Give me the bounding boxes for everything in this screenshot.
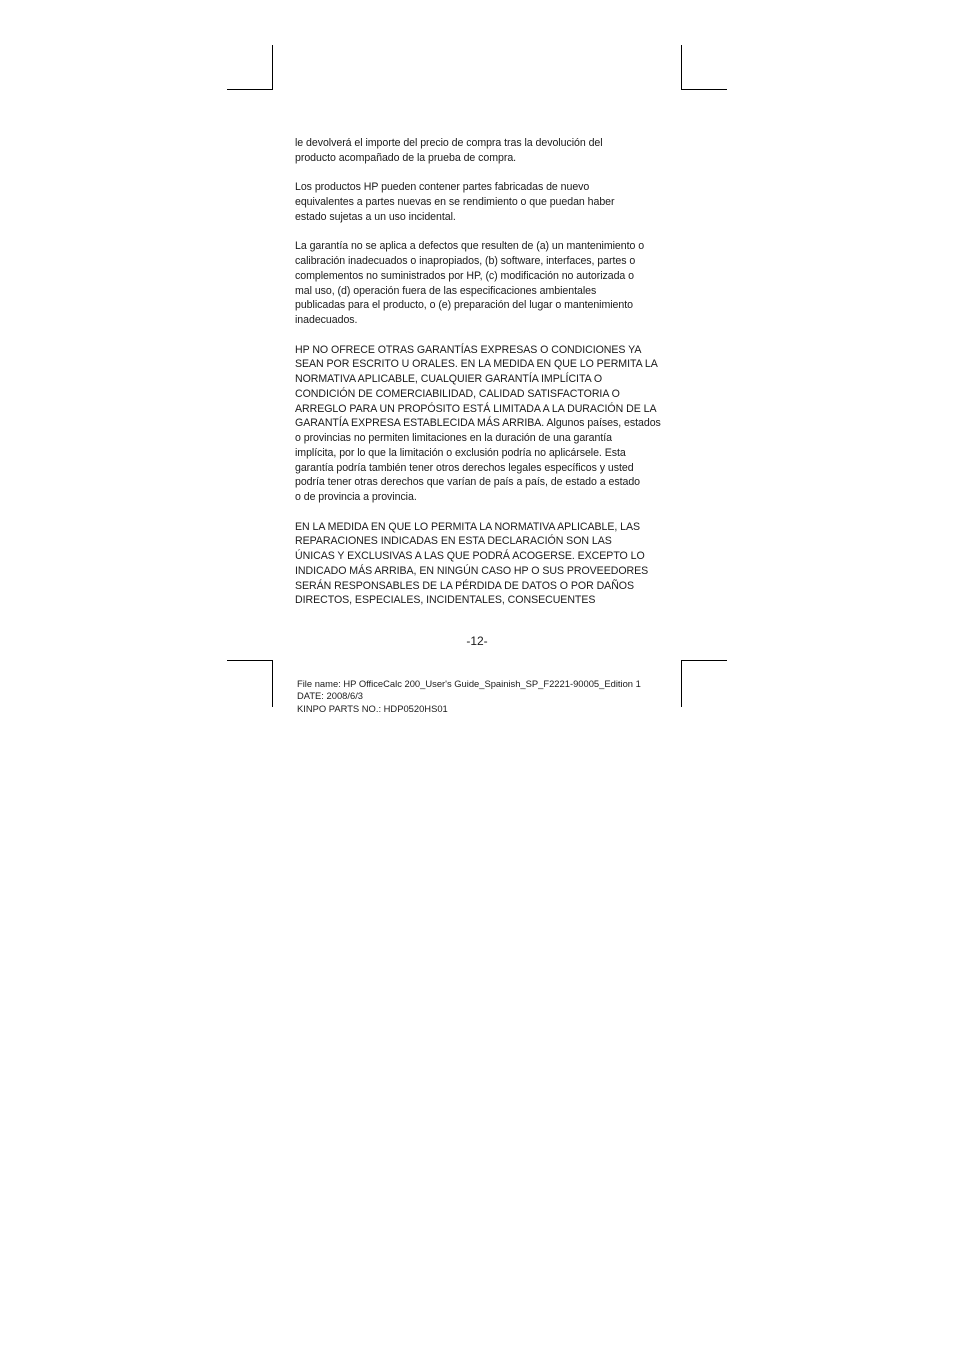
- footer-file-name: File name: HP OfficeCalc 200_User's Guide_Spainish_SP_F2221-90005_Edition 1: [297, 678, 641, 689]
- paragraph-exclusive-remedies: EN LA MEDIDA EN QUE LO PERMITA LA NORMATIVA APLICABLE, LAS REPARACIONES INDICADAS EN ESTA DECLARACIÓN SON LAS ÚNICAS Y EXCLUSIVAS A LAS QUE PODRÁ ACOGERSE. EXCEPTO LO INDICADO MÁS ARRIBA, EN NINGÚN CASO HP O SUS PROVEEDORES SERÁN RESPONSABLES DE LA PÉRDIDA DE DATOS O POR DAÑOS DIRECTOS, ESPECIALES, INCIDENTALES, CONSECUENTES: [295, 520, 649, 607]
- footer-parts-no: KINPO PARTS NO.: HDP0520HS01: [297, 702, 448, 714]
- crop-mark-top-right-vertical: [681, 45, 682, 90]
- crop-mark-bottom-left-vertical: [272, 660, 273, 707]
- crop-mark-top-left-horizontal: [227, 89, 273, 90]
- paragraph-no-other-warranties: HP NO OFRECE OTRAS GARANTÍAS EXPRESAS O CONDICIONES YA SEAN POR ESCRITO U ORALES. EN LA MEDIDA EN QUE LO PERMITA LA NORMATIVA APLICABLE, CUALQUIER GARANTÍA IMPLÍCITA O CONDICIÓN DE COMERCIABILIDAD, CALIDAD SATISFACTORIA O ARREGLO PARA UN PROPÓSITO ESTÁ LIMITADA A LA DURACIÓN DE LA GARANTÍA EXPRESA ESTABLECIDA MÁS ARRIBA. Algunos países, estados o provincias no permiten limitaciones en la duración de una garantía implícita, por lo que la limitación o exclusión podría no aplicársele. Esta garantía podría también tener otros derechos legales específicos y usted podría tener otras derechos que varían de país a país, de estado a estado o de provincia a provincia.: [295, 343, 661, 503]
- paragraph-refund: le devolverá el importe del precio de compra tras la devolución del producto acompañado de la prueba de compra.: [295, 137, 603, 164]
- footer-date: DATE: 2008/6/3: [297, 690, 364, 702]
- paragraph-refurbished-parts: Los productos HP pueden contener partes fabricadas de nuevo equivalentes a partes nuevas en se rendimiento o que puedan haber estado sujetas a un uso incidental.: [295, 181, 615, 223]
- crop-mark-bottom-left-horizontal: [227, 660, 273, 661]
- warranty-text: [295, 136, 663, 623]
- file-info-footer: [297, 678, 717, 715]
- page-number: -12-: [466, 634, 488, 648]
- crop-mark-top-left-vertical: [272, 45, 273, 90]
- crop-mark-bottom-right-horizontal: [681, 660, 727, 661]
- crop-mark-top-right-horizontal: [681, 89, 727, 90]
- paragraph-exclusions: La garantía no se aplica a defectos que resulten de (a) un mantenimiento o calibración inadecuados o inapropiados, (b) software, interfaces, partes o complementos no suministrados por HP, (c) modificación no autorizada o mal uso, (d) operación fuera de las especificaciones ambientales publicadas para el producto, o (e) preparación del lugar o mantenimiento inadecuados.: [295, 240, 645, 326]
